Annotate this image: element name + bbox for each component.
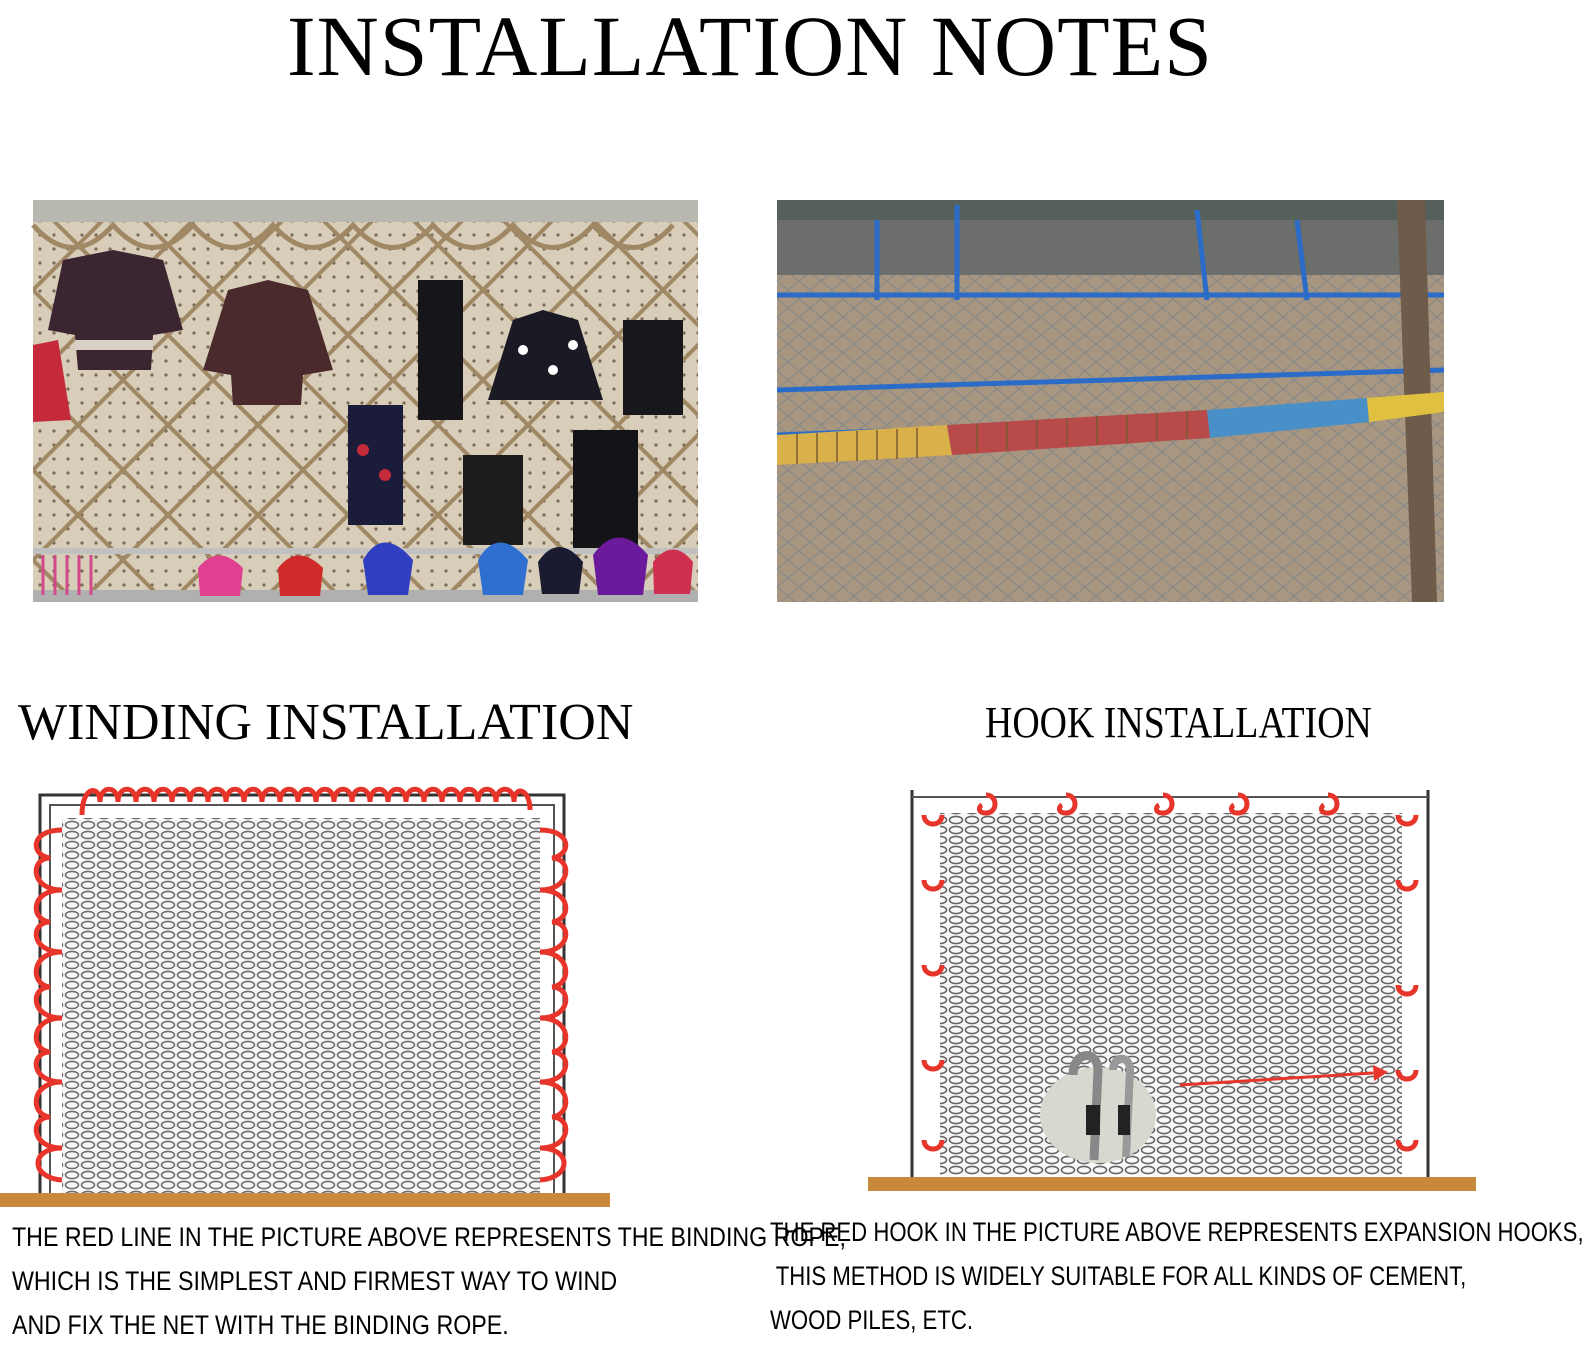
winding-installation-diagram	[0, 780, 610, 1210]
hook-caption-line-3: WOOD PILES, ETC.	[770, 1305, 973, 1335]
winding-caption	[12, 1215, 846, 1347]
hook-caption-line-2: THIS METHOD IS WIDELY SUITABLE FOR ALL KINDS OF CEMENT,	[770, 1261, 1467, 1291]
winding-diagram-svg	[0, 780, 610, 1210]
winding-installation-heading: WINDING INSTALLATION	[18, 694, 634, 751]
page-title: INSTALLATION NOTES	[287, 0, 1213, 94]
winding-caption-line-2: WHICH IS THE SIMPLEST AND FIRMEST WAY TO WIND	[12, 1266, 618, 1296]
hook-diagram-svg	[868, 785, 1476, 1195]
hook-installation-diagram	[868, 785, 1476, 1195]
winding-caption-line-3: AND FIX THE NET WITH THE BINDING ROPE.	[12, 1310, 509, 1340]
clothes-display-net-photo	[33, 200, 698, 602]
playground-climbing-net-illustration	[777, 200, 1444, 602]
playground-climbing-net-photo	[777, 200, 1444, 602]
winding-caption-line-1: THE RED LINE IN THE PICTURE ABOVE REPRESENTS THE BINDING ROPE,	[12, 1222, 846, 1252]
clothes-display-net-illustration	[33, 200, 698, 602]
hook-caption-line-1: THE RED HOOK IN THE PICTURE ABOVE REPRESENTS EXPANSION HOOKS,	[770, 1217, 1584, 1247]
hook-installation-heading: HOOK INSTALLATION	[985, 698, 1372, 747]
hook-caption	[770, 1210, 1584, 1342]
